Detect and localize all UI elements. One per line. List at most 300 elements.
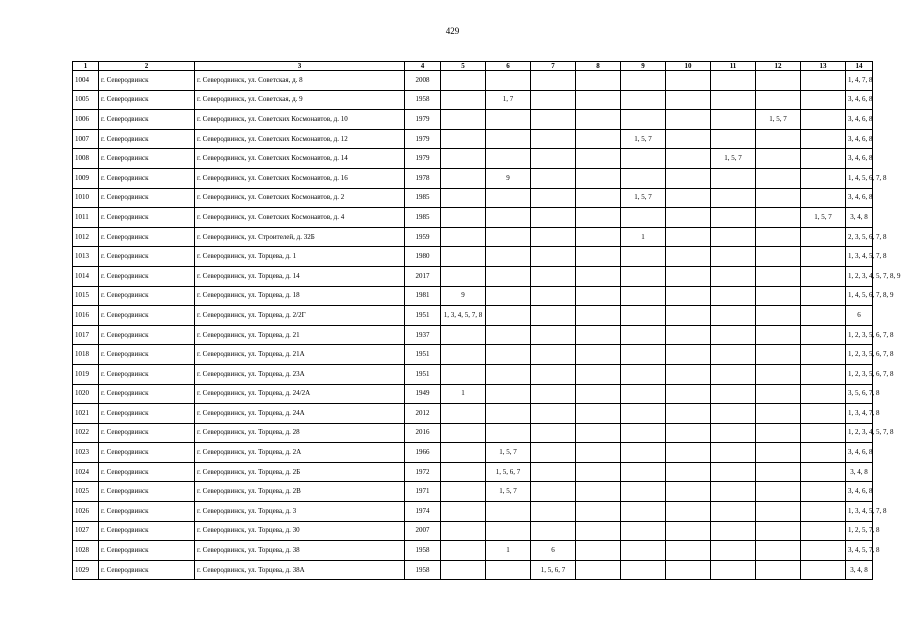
table-cell-col-6 — [486, 208, 531, 228]
table-row — [73, 90, 873, 110]
table-cell-col-7 — [531, 149, 576, 169]
table-cell-col-5 — [441, 560, 486, 580]
table-cell-col-8 — [576, 306, 621, 326]
table-cell-col-12 — [756, 306, 801, 326]
table-cell-col-9 — [621, 423, 666, 443]
table-cell-col-1: 1025 — [73, 482, 99, 502]
table-cell-col-7 — [531, 306, 576, 326]
table-cell-col-12 — [756, 560, 801, 580]
table-cell-col-8 — [576, 482, 621, 502]
table-cell-col-3: г. Северодвинск, ул. Советских Космонавтов, д. 12 — [195, 129, 405, 149]
table-cell-col-14: 1, 2, 3, 5, 6, 7, 8 — [846, 325, 873, 345]
table-cell-col-7 — [531, 325, 576, 345]
table-cell-col-5 — [441, 90, 486, 110]
table-cell-col-1: 1017 — [73, 325, 99, 345]
table-row — [73, 208, 873, 228]
table-cell-col-10 — [666, 286, 711, 306]
table-cell-col-10 — [666, 247, 711, 267]
table-cell-col-3: г. Северодвинск, ул. Торцева, д. 2Б — [195, 462, 405, 482]
table-cell-col-12 — [756, 188, 801, 208]
column-header-12: 12 — [756, 62, 801, 71]
table-cell-col-2: г. Северодвинск — [99, 266, 195, 286]
table-cell-col-11 — [711, 247, 756, 267]
table-cell-col-1: 1021 — [73, 404, 99, 424]
table-cell-col-1: 1026 — [73, 502, 99, 522]
table-cell-col-12 — [756, 364, 801, 384]
table-cell-col-3: г. Северодвинск, ул. Советская, д. 8 — [195, 71, 405, 91]
table-cell-col-11 — [711, 521, 756, 541]
table-cell-col-3: г. Северодвинск, ул. Торцева, д. 21 — [195, 325, 405, 345]
table-cell-col-8 — [576, 208, 621, 228]
table-cell-col-4: 2012 — [405, 404, 441, 424]
table-cell-col-10 — [666, 71, 711, 91]
table-cell-col-2: г. Северодвинск — [99, 247, 195, 267]
table-cell-col-9 — [621, 306, 666, 326]
header-row — [73, 62, 873, 71]
page-number: 429 — [445, 26, 460, 36]
table-cell-col-3: г. Северодвинск, ул. Торцева, д. 38А — [195, 560, 405, 580]
table-cell-col-11 — [711, 168, 756, 188]
table-cell-col-7 — [531, 247, 576, 267]
table-cell-col-8 — [576, 384, 621, 404]
table-cell-col-10 — [666, 227, 711, 247]
table-cell-col-5 — [441, 247, 486, 267]
table-cell-col-1: 1024 — [73, 462, 99, 482]
table-cell-col-14: 3, 5, 6, 7, 8 — [846, 384, 873, 404]
table-row — [73, 423, 873, 443]
table-cell-col-8 — [576, 364, 621, 384]
table-cell-col-6: 1, 7 — [486, 90, 531, 110]
table-cell-col-2: г. Северодвинск — [99, 482, 195, 502]
table-cell-col-12 — [756, 266, 801, 286]
table-cell-col-7: 1, 5, 6, 7 — [531, 560, 576, 580]
table-cell-col-8 — [576, 423, 621, 443]
column-header-14: 14 — [846, 62, 873, 71]
table-cell-col-3: г. Северодвинск, ул. Торцева, д. 21А — [195, 345, 405, 365]
table-cell-col-8 — [576, 149, 621, 169]
table-cell-col-10 — [666, 541, 711, 561]
table-cell-col-11 — [711, 110, 756, 130]
table-cell-col-1: 1028 — [73, 541, 99, 561]
table-cell-col-10 — [666, 168, 711, 188]
table-cell-col-12 — [756, 423, 801, 443]
table-cell-col-13 — [801, 129, 846, 149]
table-cell-col-9 — [621, 247, 666, 267]
table-cell-col-2: г. Северодвинск — [99, 423, 195, 443]
table-cell-col-6 — [486, 325, 531, 345]
table-cell-col-5 — [441, 423, 486, 443]
table-cell-col-2: г. Северодвинск — [99, 149, 195, 169]
table-cell-col-5 — [441, 541, 486, 561]
table-cell-col-1: 1029 — [73, 560, 99, 580]
table-cell-col-14: 3, 4, 6, 8 — [846, 110, 873, 130]
table-cell-col-9: 1, 5, 7 — [621, 129, 666, 149]
table-cell-col-2: г. Северодвинск — [99, 443, 195, 463]
table-cell-col-14: 1, 3, 4, 7, 8 — [846, 404, 873, 424]
table-cell-col-6: 1, 5, 6, 7 — [486, 462, 531, 482]
table-cell-col-5 — [441, 129, 486, 149]
table-cell-col-7: 6 — [531, 541, 576, 561]
table-cell-col-8 — [576, 521, 621, 541]
table-cell-col-4: 1951 — [405, 364, 441, 384]
table-cell-col-13 — [801, 443, 846, 463]
table-cell-col-2: г. Северодвинск — [99, 71, 195, 91]
table-cell-col-8 — [576, 168, 621, 188]
table-cell-col-6 — [486, 384, 531, 404]
table-cell-col-13: 1, 5, 7 — [801, 208, 846, 228]
table-cell-col-6 — [486, 306, 531, 326]
table-cell-col-6 — [486, 345, 531, 365]
table-cell-col-3: г. Северодвинск, ул. Советских Космонавтов, д. 10 — [195, 110, 405, 130]
table-cell-col-4: 1972 — [405, 462, 441, 482]
table-cell-col-10 — [666, 129, 711, 149]
table-cell-col-13 — [801, 325, 846, 345]
table-cell-col-1: 1020 — [73, 384, 99, 404]
table-cell-col-9 — [621, 384, 666, 404]
table-cell-col-9 — [621, 364, 666, 384]
table-cell-col-10 — [666, 462, 711, 482]
table-cell-col-3: г. Северодвинск, ул. Советских Космонавтов, д. 4 — [195, 208, 405, 228]
table-cell-col-11 — [711, 502, 756, 522]
table-cell-col-13 — [801, 188, 846, 208]
table-cell-col-2: г. Северодвинск — [99, 364, 195, 384]
table-cell-col-12 — [756, 286, 801, 306]
table-cell-col-9 — [621, 71, 666, 91]
table-cell-col-2: г. Северодвинск — [99, 110, 195, 130]
table-row — [73, 149, 873, 169]
table-cell-col-10 — [666, 560, 711, 580]
table-cell-col-5 — [441, 364, 486, 384]
column-header-3: 3 — [195, 62, 405, 71]
table-cell-col-13 — [801, 286, 846, 306]
table-cell-col-14: 3, 4, 6, 8 — [846, 443, 873, 463]
table-cell-col-2: г. Северодвинск — [99, 188, 195, 208]
table-cell-col-8 — [576, 227, 621, 247]
table-cell-col-8 — [576, 325, 621, 345]
table-cell-col-4: 1980 — [405, 247, 441, 267]
table-cell-col-1: 1027 — [73, 521, 99, 541]
table-cell-col-13 — [801, 90, 846, 110]
table-cell-col-10 — [666, 188, 711, 208]
table-cell-col-14: 1, 3, 4, 5, 7, 8 — [846, 247, 873, 267]
table-cell-col-7 — [531, 345, 576, 365]
column-header-4: 4 — [405, 62, 441, 71]
table-cell-col-7 — [531, 404, 576, 424]
table-row — [73, 110, 873, 130]
table-cell-col-12 — [756, 325, 801, 345]
table-cell-col-10 — [666, 482, 711, 502]
table-cell-col-6 — [486, 247, 531, 267]
table-cell-col-14: 3, 4, 6, 8 — [846, 188, 873, 208]
table-cell-col-2: г. Северодвинск — [99, 325, 195, 345]
table-cell-col-2: г. Северодвинск — [99, 168, 195, 188]
table-cell-col-5 — [441, 443, 486, 463]
table-cell-col-10 — [666, 208, 711, 228]
table-cell-col-6 — [486, 286, 531, 306]
table-cell-col-9 — [621, 168, 666, 188]
table-cell-col-13 — [801, 404, 846, 424]
table-cell-col-5 — [441, 208, 486, 228]
table-cell-col-13 — [801, 560, 846, 580]
table-cell-col-8 — [576, 286, 621, 306]
table-cell-col-6 — [486, 129, 531, 149]
table-cell-col-5 — [441, 149, 486, 169]
table-cell-col-12 — [756, 404, 801, 424]
table-row — [73, 71, 873, 91]
table-cell-col-5 — [441, 502, 486, 522]
table-cell-col-1: 1011 — [73, 208, 99, 228]
table-cell-col-10 — [666, 502, 711, 522]
table-cell-col-4: 1985 — [405, 188, 441, 208]
table-cell-col-14: 1, 2, 3, 4, 5, 7, 8 — [846, 423, 873, 443]
table-cell-col-3: г. Северодвинск, ул. Советских Космонавтов, д. 2 — [195, 188, 405, 208]
table-cell-col-8 — [576, 90, 621, 110]
table-cell-col-12 — [756, 502, 801, 522]
table-cell-col-8 — [576, 560, 621, 580]
column-header-8: 8 — [576, 62, 621, 71]
table-cell-col-6 — [486, 521, 531, 541]
table-cell-col-8 — [576, 462, 621, 482]
table-cell-col-11 — [711, 541, 756, 561]
table-cell-col-4: 1958 — [405, 541, 441, 561]
table-row — [73, 404, 873, 424]
column-header-11: 11 — [711, 62, 756, 71]
table-cell-col-2: г. Северодвинск — [99, 502, 195, 522]
table-cell-col-6 — [486, 404, 531, 424]
column-header-6: 6 — [486, 62, 531, 71]
table-cell-col-9 — [621, 560, 666, 580]
table-cell-col-7 — [531, 502, 576, 522]
table-cell-col-8 — [576, 188, 621, 208]
table-cell-col-8 — [576, 110, 621, 130]
table-cell-col-12 — [756, 443, 801, 463]
table-cell-col-6 — [486, 423, 531, 443]
table-cell-col-12 — [756, 90, 801, 110]
table-cell-col-13 — [801, 462, 846, 482]
table-cell-col-6: 1, 5, 7 — [486, 443, 531, 463]
table-cell-col-2: г. Северодвинск — [99, 90, 195, 110]
table-cell-col-14: 3, 4, 6, 8 — [846, 90, 873, 110]
table-cell-col-11 — [711, 208, 756, 228]
table-cell-col-4: 1981 — [405, 286, 441, 306]
table-cell-col-5: 1, 3, 4, 5, 7, 8 — [441, 306, 486, 326]
table-cell-col-1: 1005 — [73, 90, 99, 110]
table-cell-col-6 — [486, 266, 531, 286]
table-cell-col-2: г. Северодвинск — [99, 306, 195, 326]
table-cell-col-12 — [756, 462, 801, 482]
table-cell-col-13 — [801, 482, 846, 502]
table-cell-col-10 — [666, 306, 711, 326]
table-cell-col-8 — [576, 502, 621, 522]
table-cell-col-10 — [666, 345, 711, 365]
table-cell-col-3: г. Северодвинск, ул. Торцева, д. 2/2Г — [195, 306, 405, 326]
table-cell-col-12 — [756, 129, 801, 149]
table-cell-col-12 — [756, 247, 801, 267]
table-cell-col-10 — [666, 384, 711, 404]
table-cell-col-6 — [486, 560, 531, 580]
table-cell-col-7 — [531, 71, 576, 91]
table-row — [73, 521, 873, 541]
table-cell-col-9 — [621, 286, 666, 306]
table-cell-col-4: 1937 — [405, 325, 441, 345]
table-cell-col-13 — [801, 266, 846, 286]
table-cell-col-7 — [531, 227, 576, 247]
table-cell-col-12 — [756, 227, 801, 247]
table-row — [73, 247, 873, 267]
table-cell-col-9 — [621, 110, 666, 130]
table-cell-col-2: г. Северодвинск — [99, 345, 195, 365]
table-cell-col-13 — [801, 384, 846, 404]
table-cell-col-3: г. Северодвинск, ул. Торцева, д. 30 — [195, 521, 405, 541]
buildings-table — [72, 61, 901, 580]
table-cell-col-4: 1979 — [405, 110, 441, 130]
table-cell-col-9 — [621, 482, 666, 502]
table-cell-col-5 — [441, 110, 486, 130]
table-cell-col-11: 1, 5, 7 — [711, 149, 756, 169]
table-cell-col-1: 1007 — [73, 129, 99, 149]
table-cell-col-14: 1, 2, 3, 4, 5, 7, 8, 9 — [846, 266, 873, 286]
table-body — [73, 71, 901, 580]
column-header-5: 5 — [441, 62, 486, 71]
table-cell-col-10 — [666, 423, 711, 443]
table-cell-col-1: 1023 — [73, 443, 99, 463]
table-row — [73, 306, 873, 326]
table-cell-col-2: г. Северодвинск — [99, 227, 195, 247]
column-header-7: 7 — [531, 62, 576, 71]
table-cell-col-6: 9 — [486, 168, 531, 188]
table-cell-col-11 — [711, 404, 756, 424]
table-cell-col-14: 1, 2, 3, 5, 6, 7, 8 — [846, 345, 873, 365]
table-cell-col-4: 1979 — [405, 129, 441, 149]
table-row — [73, 325, 873, 345]
table-cell-col-10 — [666, 90, 711, 110]
table-row — [73, 462, 873, 482]
table-cell-col-2: г. Северодвинск — [99, 521, 195, 541]
table-cell-col-10 — [666, 266, 711, 286]
table-cell-col-14: 3, 4, 6, 8 — [846, 129, 873, 149]
table-cell-col-14: 3, 4, 6, 8 — [846, 482, 873, 502]
table-cell-col-10 — [666, 443, 711, 463]
table-cell-col-6: 1 — [486, 541, 531, 561]
table-cell-col-4: 1958 — [405, 560, 441, 580]
table-cell-col-4: 1974 — [405, 502, 441, 522]
table-cell-col-11 — [711, 345, 756, 365]
table-cell-col-4: 1978 — [405, 168, 441, 188]
table-cell-col-9 — [621, 443, 666, 463]
table-cell-col-5 — [441, 188, 486, 208]
table-cell-col-2: г. Северодвинск — [99, 286, 195, 306]
table-cell-col-5 — [441, 266, 486, 286]
table-cell-col-7 — [531, 188, 576, 208]
table-cell-col-4: 1951 — [405, 345, 441, 365]
table-cell-col-1: 1019 — [73, 364, 99, 384]
table-cell-col-4: 1959 — [405, 227, 441, 247]
table-cell-col-4: 2017 — [405, 266, 441, 286]
table-cell-col-4: 2016 — [405, 423, 441, 443]
table-cell-col-7 — [531, 443, 576, 463]
table-cell-col-7 — [531, 462, 576, 482]
table-cell-col-5: 1 — [441, 384, 486, 404]
table-cell-col-10 — [666, 404, 711, 424]
table-cell-col-9 — [621, 266, 666, 286]
table-cell-col-12 — [756, 482, 801, 502]
table-cell-col-10 — [666, 521, 711, 541]
table-cell-col-9 — [621, 404, 666, 424]
table-cell-col-13 — [801, 247, 846, 267]
table-cell-col-13 — [801, 502, 846, 522]
table-cell-col-10 — [666, 149, 711, 169]
table-cell-col-11 — [711, 325, 756, 345]
table-cell-col-3: г. Северодвинск, ул. Торцева, д. 18 — [195, 286, 405, 306]
table-row — [73, 129, 873, 149]
table-cell-col-2: г. Северодвинск — [99, 404, 195, 424]
table-cell-col-4: 1951 — [405, 306, 441, 326]
table-cell-col-9: 1, 5, 7 — [621, 188, 666, 208]
table-cell-col-3: г. Северодвинск, ул. Торцева, д. 28 — [195, 423, 405, 443]
table-cell-col-6 — [486, 364, 531, 384]
table-cell-col-14: 1, 4, 7, 8 — [846, 71, 873, 91]
table-cell-col-6 — [486, 149, 531, 169]
table-cell-col-5 — [441, 71, 486, 91]
table-cell-col-14: 3, 4, 8 — [846, 560, 873, 580]
table-cell-col-14: 3, 4, 6, 8 — [846, 149, 873, 169]
table-row — [73, 541, 873, 561]
table-cell-col-3: г. Северодвинск, ул. Торцева, д. 14 — [195, 266, 405, 286]
table-cell-col-2: г. Северодвинск — [99, 129, 195, 149]
table-cell-col-13 — [801, 345, 846, 365]
table-cell-col-13 — [801, 227, 846, 247]
table-row — [73, 168, 873, 188]
table-cell-col-12 — [756, 168, 801, 188]
table-cell-col-11 — [711, 188, 756, 208]
table-cell-col-12 — [756, 149, 801, 169]
table-cell-col-11 — [711, 482, 756, 502]
table-cell-col-3: г. Северодвинск, ул. Торцева, д. 23А — [195, 364, 405, 384]
table-cell-col-3: г. Северодвинск, ул. Торцева, д. 3 — [195, 502, 405, 522]
table-cell-col-14: 2, 3, 5, 6, 7, 8 — [846, 227, 873, 247]
table-cell-col-9: 1 — [621, 227, 666, 247]
table-cell-col-11 — [711, 560, 756, 580]
table-cell-col-8 — [576, 266, 621, 286]
table-cell-col-7 — [531, 482, 576, 502]
column-header-13: 13 — [801, 62, 846, 71]
table-cell-col-2: г. Северодвинск — [99, 384, 195, 404]
table-cell-col-3: г. Северодвинск, ул. Советских Космонавтов, д. 16 — [195, 168, 405, 188]
table-cell-col-7 — [531, 266, 576, 286]
table-row — [73, 482, 873, 502]
table-cell-col-2: г. Северодвинск — [99, 541, 195, 561]
table-cell-col-11 — [711, 227, 756, 247]
table-cell-col-1: 1006 — [73, 110, 99, 130]
table-row — [73, 443, 873, 463]
table-cell-col-4: 1949 — [405, 384, 441, 404]
table-cell-col-3: г. Северодвинск, ул. Торцева, д. 2А — [195, 443, 405, 463]
table-cell-col-1: 1014 — [73, 266, 99, 286]
table-cell-col-5 — [441, 227, 486, 247]
table-cell-col-5 — [441, 168, 486, 188]
table-row — [73, 345, 873, 365]
table-cell-col-2: г. Северодвинск — [99, 462, 195, 482]
table-cell-col-3: г. Северодвинск, ул. Торцева, д. 24/2А — [195, 384, 405, 404]
table-row — [73, 227, 873, 247]
table-cell-col-13 — [801, 521, 846, 541]
table-cell-col-12 — [756, 208, 801, 228]
table-cell-col-4: 1971 — [405, 482, 441, 502]
table-cell-col-8 — [576, 404, 621, 424]
table-cell-col-6 — [486, 110, 531, 130]
table-cell-col-7 — [531, 384, 576, 404]
table-cell-col-1: 1013 — [73, 247, 99, 267]
